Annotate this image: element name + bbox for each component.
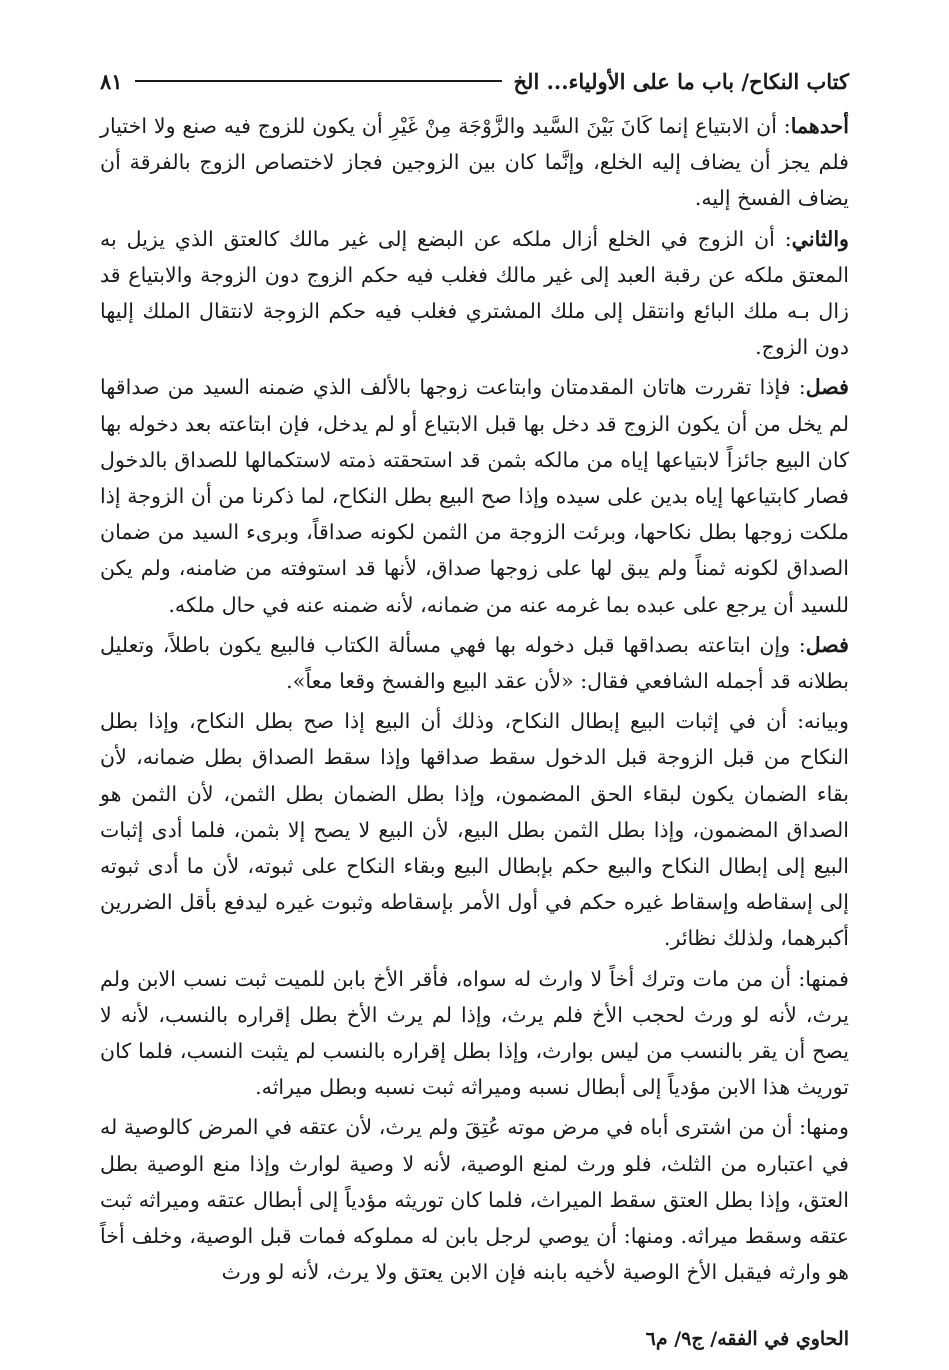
paragraph: [100, 1109, 849, 1290]
paragraph: [100, 221, 849, 366]
paragraph-text: : أن الزوج في الخلع أزال ملكه عن البضع إلى غير مالك كالعتق الذي يزيل به المعتق ملكه عن رقبة العبد إلى غير مالك فغلب فيه حكم الزوج دون الزوجة والابتياع قد زال بـه ملك البائع وانتقل إلى ملك المشتري فغلب فيه حكم الزوجة لانتقال الملك إليها دون الزوج.: [100, 226, 849, 360]
paragraph: [100, 703, 849, 956]
paragraph-lead: أحدهما: [790, 114, 849, 138]
paragraph-lead: فصل: [805, 375, 849, 400]
header-rule: [135, 80, 502, 82]
running-header: [100, 60, 849, 102]
paragraph: [100, 627, 849, 699]
paragraph-text: : فإذا تقررت هاتان المقدمتان وابتاعت زوجها بالألف الذي ضمنه السيد من صداقها لم يخل من أن يكون الزوج قد دخل بها قبل الابتياع أو لم يدخل، فإن ابتاعته بعد دخوله بها كان البيع جائزاً لابتياعها إياه من مالكه بثمن قد استحقته ذمته لاستكمالها للصداق بالدخول فصار كابتياعها إياه بدين على سيده وإذا صح البيع بطل النكاح، لما ذكرنا من أن الزوجة إذا ملكت زوجها بطل نكاحها، وبرئت الزوجة من الثمن لكونه صداقاً، وبرىء السيد من ضمان الصداق لكونه ثمناً ولم يبق لها على زوجها صداق، لأنها قد استوفته من ضامنه، ولم يكن للسيد أن يرجع على عبده بما غرمه عنه من ضمانه، لأنه ضمنه عنه في حال ملكه.: [100, 375, 849, 617]
paragraph-text: : وإن ابتاعته بصداقها قبل دخوله بها فهي مسألة الكتاب فالبيع يكون باطلاً، وتعليل بطلانه قد أجمله الشافعي فقال: «لأن عقد البيع والفسخ وقعا معاً».: [100, 632, 849, 694]
paragraph-text: فمنها: أن من مات وترك أخاً لا وارث له سواه، فأقر الأخ بابن للميت ثبت نسب الابن ولم يرث، لأنه لو ورث لحجب الأخ فلم يرث، وإذا لم يرث الأخ بطل إقراره بالنسب، لأنه لا يصح أن يقر بالنسب من ليس بوارث، وإذا بطل إقراره بالنسب لم يثبت النسب، فلما كان توريث هذا الابن مؤدياً إلى أبطال نسبه وميراثه ثبت نسبه وبطل ميراثه.: [100, 966, 849, 1100]
page-number: ٨١: [100, 68, 123, 94]
paragraph: [100, 961, 849, 1106]
paragraph-text: : أن الابتياع إنما كَانَ بَيْنَ السَّيد والزَّوْجَة مِنْ غَيْرِ أن يكون للزوج فيه صنع ولا اختيار فلم يجز أن يضاف إليه الخلع، وإنَّما كان بين الزوجين فجاز لاختصاص الزوج بالفرقة أن يضاف الفسخ إليه.: [100, 114, 849, 211]
document-page: [100, 60, 849, 1350]
paragraph-text: وبيانه: أن في إثبات البيع إبطال النكاح، وذلك أن البيع إذا صح بطل النكاح، وإذا بطل النكاح من قبل الزوجة قبل الدخول سقط صداقها وإذا سقط الصداق بطل ضمانه، لأن بقاء الضمان يكون لبقاء الحق المضمون، وإذا بطل الضمان بطل الثمن، لأن الثمن هو الصداق المضمون، وإذا بطل الثمن بطل البيع، لأن البيع لا يصح إلا بثمن، فلما أدى إثبات البيع إلى إبطال النكاح والبيع حكم بإبطال البيع وبقاء النكاح على ثبوته، لأن ما أدى ثبوته إلى إسقاطه وإسقاط غيره حكم في أول الأمر بإسقاطه وثبوت غيره ليدفع بأقل الضررين أكبرهما، ولذلك نظائر.: [100, 709, 849, 951]
page-footer: الحاوي في الفقه/ ج٩/ م٦: [645, 1328, 849, 1350]
body-text: [100, 108, 849, 1291]
header-title: كتاب النكاح/ باب ما على الأولياء... الخ: [513, 68, 849, 94]
paragraph-text: ومنها: أن من اشترى أباه في مرض موته عُتِقَ ولم يرث، لأن عتقه في المرض كالوصية له في اعتباره من الثلث، فلو ورث لمنع الوصية، لأنه لا وصية لوارث وإذا منع الوصية بطل العتق، وإذا بطل العتق سقط الميراث، فلما كان توريثه مؤدياً إلى أبطال عتقه وميراثه ثبت عتقه وسقط ميراثه. ومنها: أن يوصي لرجل بابن له مملوكه فمات قبل الوصية، وخلف أخاً هو وارثه فيقبل الأخ الوصية لأخيه بابنه فإن الابن يعتق ولا يرث، لأنه لو ورث: [100, 1115, 849, 1285]
paragraph: [100, 108, 849, 217]
paragraph: [100, 369, 849, 622]
paragraph-lead: فصل: [805, 632, 849, 657]
paragraph-lead: والثاني: [791, 226, 849, 251]
